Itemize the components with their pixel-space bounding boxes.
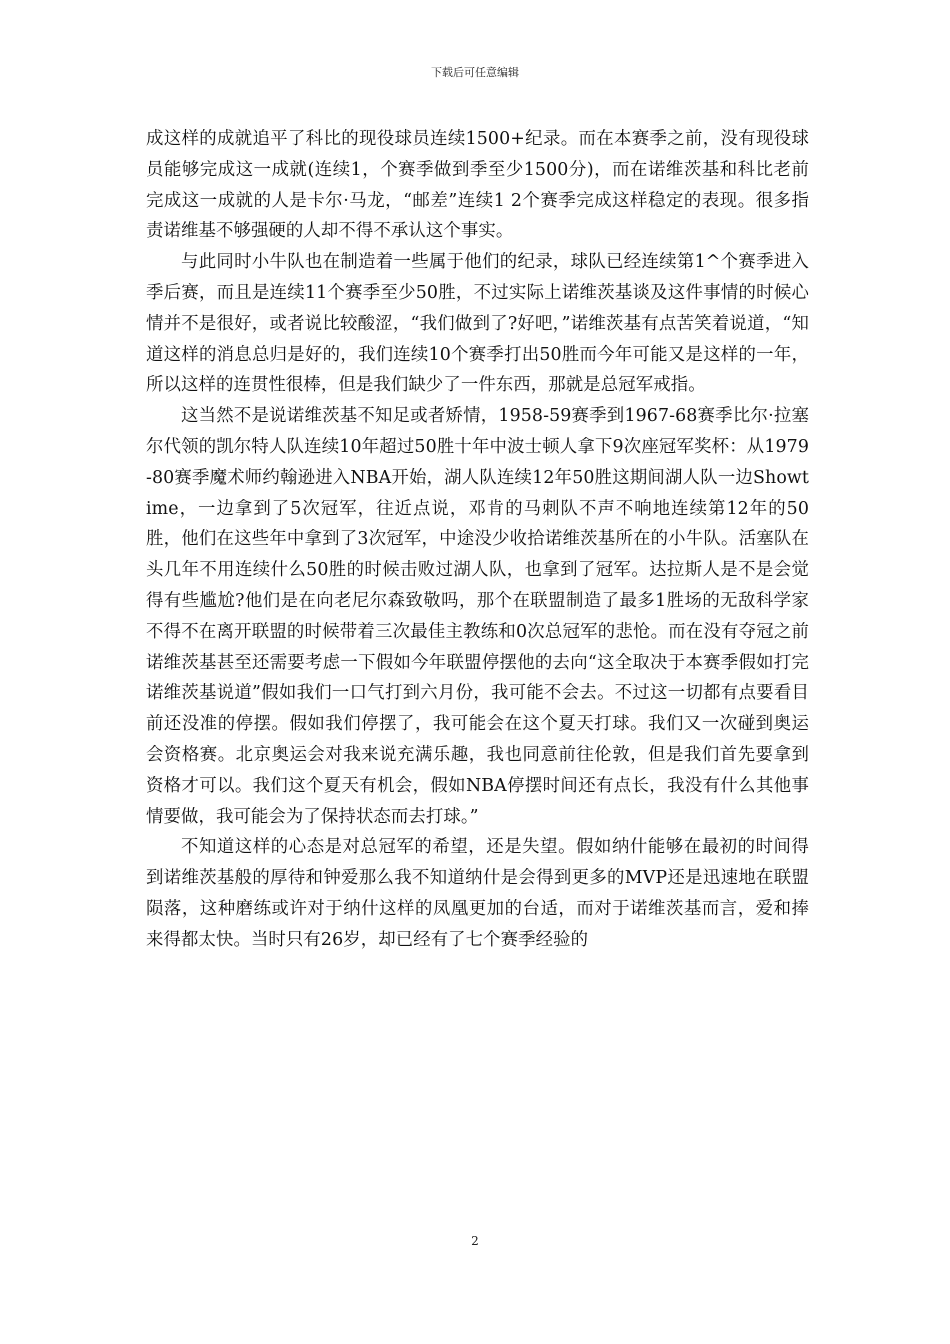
article-body <box>146 124 809 956</box>
paragraph-2: 与此同时小牛队也在制造着一些属于他们的纪录，球队已经连续第1^个赛季进入季后赛，而且是连续11个赛季至少50胜，不过实际上诺维茨基谈及这件事情的时候心情并不是很好，或者说比较酸涩，“我们做到了?好吧，”诺维茨基有点苦笑着说道，“知道这样的消息总归是好的，我们连续10个赛季打出50胜而今年可能又是这样的一年，所以这样的连贯性很棒，但是我们缺少了一件东西，那就是总冠军戒指。 <box>146 252 809 396</box>
paragraph-4: 不知道这样的心态是对总冠军的希望，还是失望。假如纳什能够在最初的时间得到诺维茨基般的厚待和钟爱那么我不知道纳什是会得到更多的MVP还是迅速地在联盟陨落，这种磨练或许对于纳什这样的凤凰更加的台适，而对于诺维茨基而言，爱和捧来得都太快。当时只有26岁，却已经有了七个赛季经验的 <box>146 837 809 950</box>
page-header: 下载后可任意编辑 <box>431 66 519 79</box>
page-number: 2 <box>471 1234 479 1248</box>
paragraph-3: 这当然不是说诺维茨基不知足或者矫情，1958-59赛季到1967-68赛季比尔·拉塞尔代领的凯尔特人队连续10年超过50胜十年中波士顿人拿下9次座冠军奖杯：从1979-80赛季魔术师约翰逊进入NBA开始，湖人队连续12年50胜这期间湖人队一边Showtime，一边拿到了5次冠军，往近点说，邓肯的马刺队不声不响地连续第12年的50胜，他们在这些年中拿到了3次冠军，中途没少收拾诺维茨基所在的小牛队。活塞队在头几年不用连续什么50胜的时候击败过湖人队，也拿到了冠军。达拉斯人是不是会觉得有些尴尬?他们是在向老尼尔森致敬吗，那个在联盟制造了最多1胜场的无敌科学家不得不在离开联盟的时候带着三次最佳主教练和0次总冠军的悲怆。而在没有夺冠之前诺维茨基甚至还需要考虑一下假如今年联盟停摆他的去向“这全取决于本赛季假如打完诺维茨基说道”假如我们一口气打到六月份，我可能不会去。不过这一切都有点要看目前还没准的停摆。假如我们停摆了，我可能会在这个夏天打球。我们又一次碰到奥运会资格赛。北京奥运会对我来说充满乐趣，我也同意前往伦敦，但是我们首先要拿到资格才可以。我们这个夏天有机会，假如NBA停摆时间还有点长，我没有什么其他事情要做，我可能会为了保持状态而去打球。” <box>146 406 809 827</box>
paragraph-1: 成这样的成就追平了科比的现役球员连续1500+纪录。而在本赛季之前，没有现役球员能够完成这一成就(连续1，个赛季做到季至少1500分)，而在诺维茨基和科比老前完成这一成就的人是卡尔·马龙，“邮差”连续1 2个赛季完成这样稳定的表现。很多指责诺维基不够强硬的人却不得不承认这个事实。 <box>146 129 809 242</box>
